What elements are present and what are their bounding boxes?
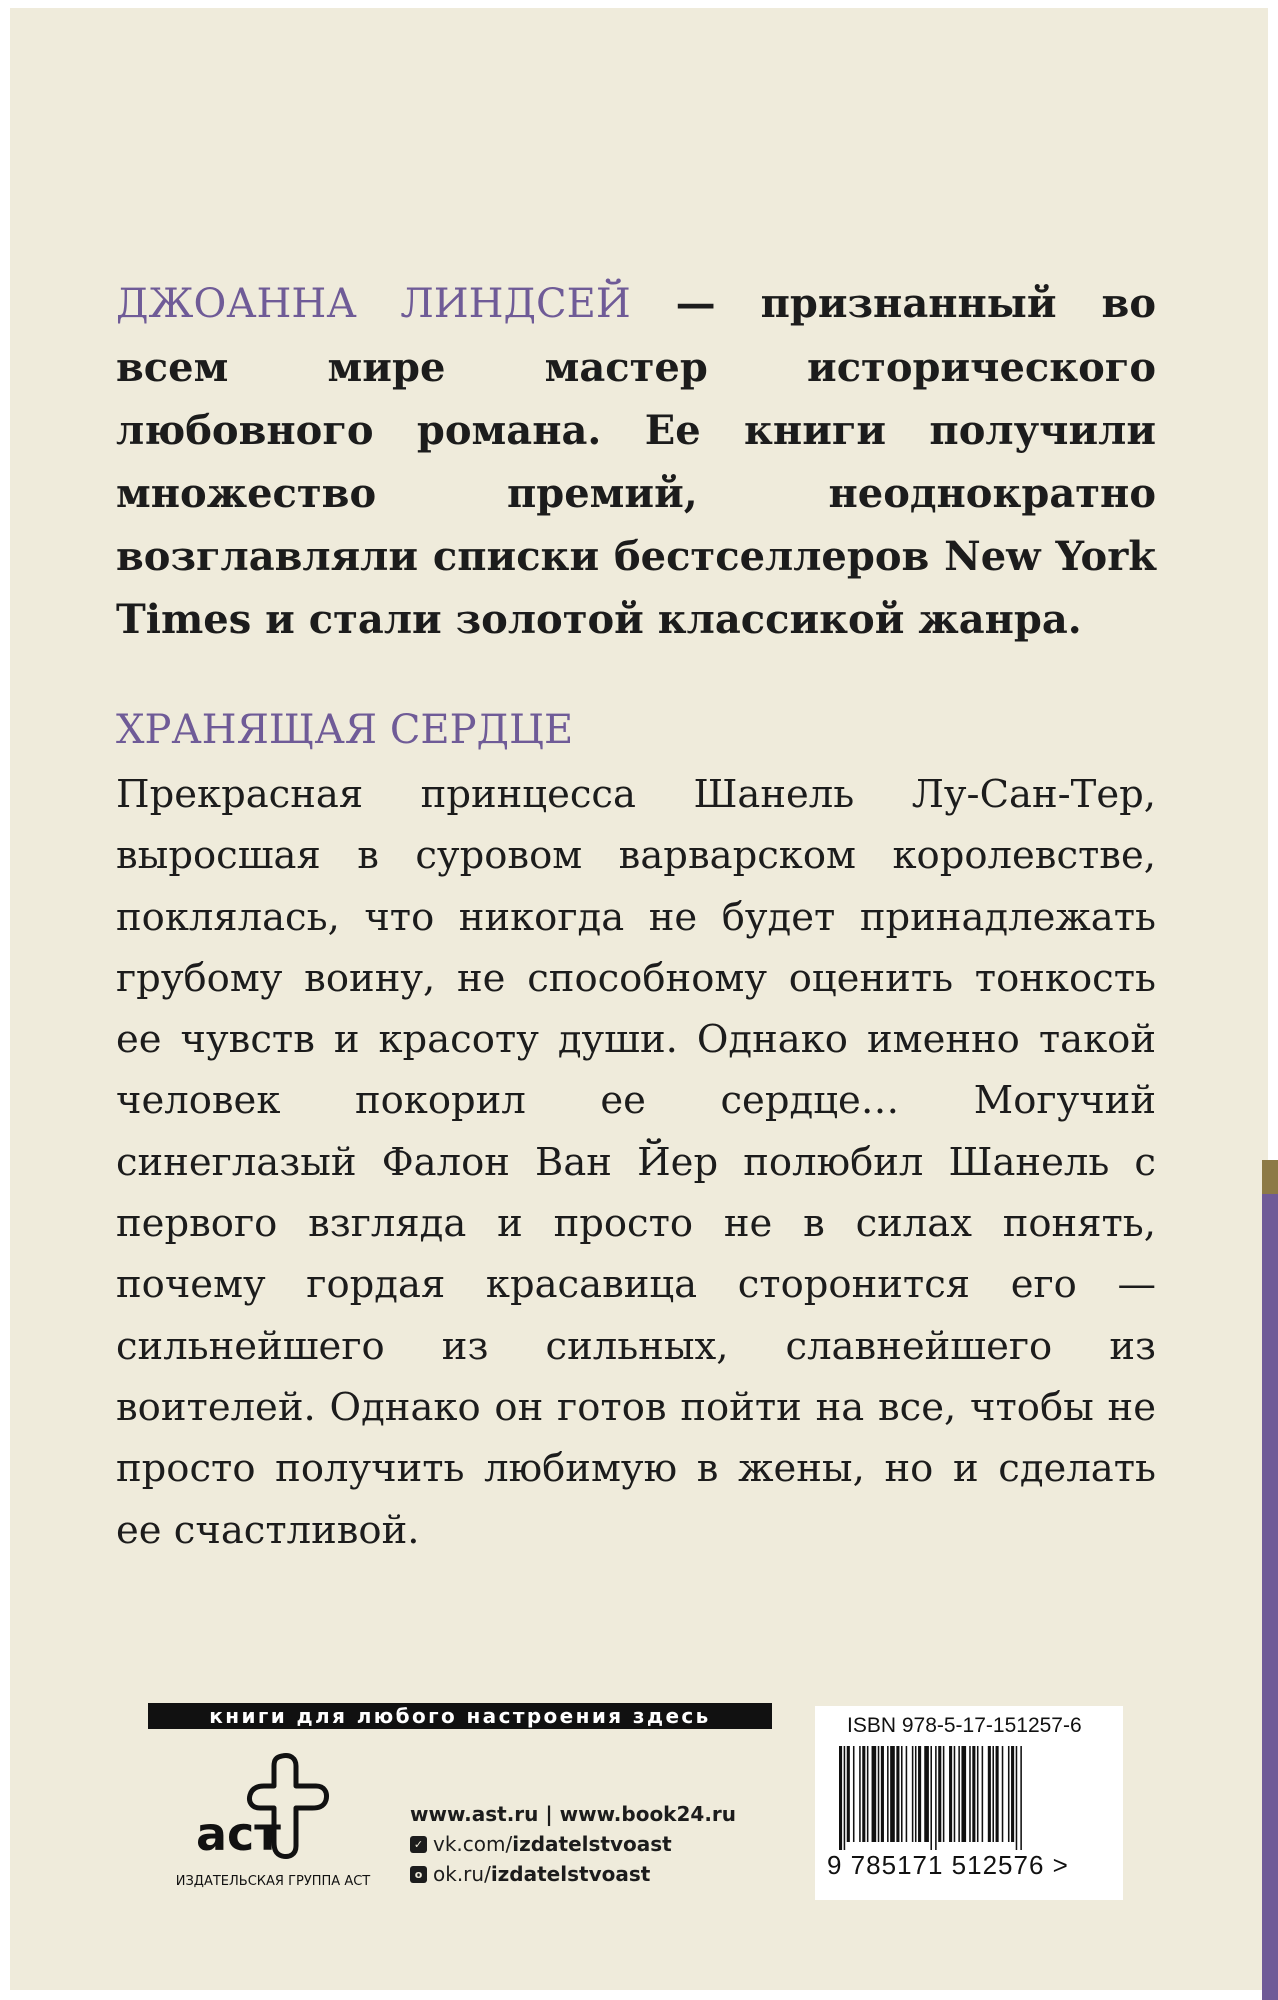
ok-link[interactable] (410, 1859, 736, 1889)
ok-prefix: ok.ru/ (433, 1862, 491, 1886)
ok-handle: izdatelstvoast (490, 1862, 651, 1886)
ean-digits: 9 785171 512576 > (827, 1850, 1069, 1880)
publisher-caption: ИЗДАТЕЛЬСКАЯ ГРУППА АСТ (175, 1874, 371, 1889)
ok-icon: o (410, 1866, 427, 1883)
spine-accent-cap (1262, 1160, 1278, 1194)
book-description: Прекрасная принцесса Шанель Лу-Сан-Тер, выросшая в суровом варварском королевстве, поклялась, что никогда не будет принадлежать грубому воину, не способному оценить тонкость ее чувств и красоту души. Однако именно такой человек покорил ее сердце… Могучий синеглазый Фалон Ван Йер полюбил Шанель с первого взгляда и просто не в силах понять, почему гордая красавица сторонится его — сильнейшего из сильных, славнейшего из воителей. Однако он готов пойти на все, чтобы не просто получить любимую в жены, но и сделать ее счастливой. (116, 772, 1156, 1553)
vk-icon: ✓ (410, 1836, 427, 1853)
author-bio (116, 272, 1156, 651)
vk-link[interactable] (410, 1829, 736, 1859)
publisher-tagline: книги для любого настроения здесь (148, 1703, 772, 1729)
spine-accent-bar (1262, 1162, 1278, 2000)
barcode-icon (839, 1746, 1101, 1850)
barcode-panel (815, 1706, 1123, 1900)
author-bio-text: — признанный во всем мире мастер исторического любовного романа. Ее книги получили множество премий, неоднократно возглавляли списки бестселлеров New York Times и стали золотой классикой жанра. (116, 280, 1156, 643)
vk-handle: izdatelstvoast (512, 1832, 672, 1856)
isbn-label: ISBN 978-5-17-151257-6 (847, 1714, 1082, 1737)
logo-text: аст (196, 1807, 281, 1861)
publisher-links (410, 1799, 736, 1889)
website-links[interactable]: www.ast.ru | www.book24.ru (410, 1802, 737, 1826)
author-name: ДЖОАННА ЛИНДСЕЙ (116, 281, 631, 327)
book-title: ХРАНЯЩАЯ СЕРДЦЕ (116, 707, 574, 753)
vk-prefix: vk.com/ (433, 1832, 513, 1856)
publisher-logo (190, 1750, 340, 1870)
